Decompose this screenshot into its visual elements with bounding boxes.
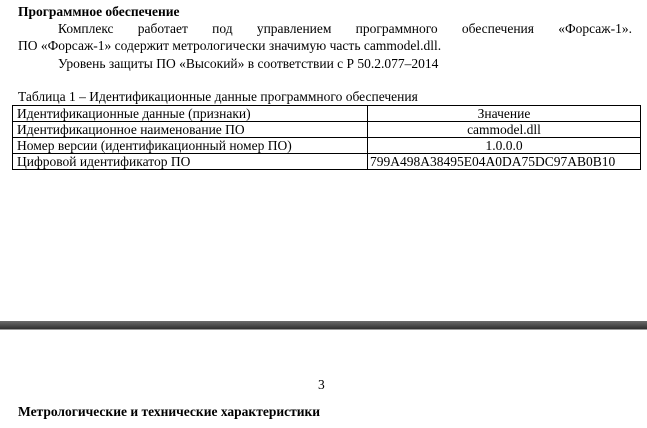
word: Комплекс bbox=[58, 21, 114, 36]
section-heading-software: Программное обеспечение bbox=[18, 4, 180, 19]
word: «Форсаж-1». bbox=[558, 21, 632, 36]
identification-table bbox=[12, 105, 641, 170]
page-number: 3 bbox=[318, 377, 325, 392]
table-cell: cammodel.dll bbox=[368, 122, 641, 138]
paragraph-protection-level: Уровень защиты ПО «Высокий» в соответствии с Р 50.2.077–2014 bbox=[58, 56, 439, 71]
word: работает bbox=[137, 21, 188, 36]
table-cell: Цифровой идентификатор ПО bbox=[13, 154, 368, 170]
table-header-cell: Идентификационные данные (признаки) bbox=[13, 106, 368, 122]
table-cell: Номер версии (идентификационный номер ПО) bbox=[13, 138, 368, 154]
table-row bbox=[13, 154, 641, 170]
word: программного bbox=[355, 21, 438, 36]
paragraph-line-2: ПО «Форсаж-1» содержит метрологически значимую часть cammodel.dll. bbox=[18, 38, 442, 53]
paragraph-software-description bbox=[18, 21, 632, 37]
table-cell: Идентификационное наименование ПО bbox=[13, 122, 368, 138]
word: под bbox=[212, 21, 233, 36]
table-header-cell: Значение bbox=[368, 106, 641, 122]
paragraph-line-1 bbox=[18, 21, 632, 37]
table-row bbox=[13, 138, 641, 154]
table-row bbox=[13, 122, 641, 138]
table-cell: 1.0.0.0 bbox=[368, 138, 641, 154]
table-caption: Таблица 1 – Идентификационные данные программного обеспечения bbox=[18, 89, 418, 104]
word: обеспечения bbox=[461, 21, 534, 36]
table-header-row bbox=[13, 106, 641, 122]
word: управлением bbox=[256, 21, 332, 36]
section-heading-characteristics: Метрологические и технические характеристики bbox=[18, 404, 321, 419]
page-break-separator bbox=[0, 321, 647, 330]
table-cell: 799A498A38495E04A0DA75DC97AB0B10 bbox=[368, 154, 641, 170]
